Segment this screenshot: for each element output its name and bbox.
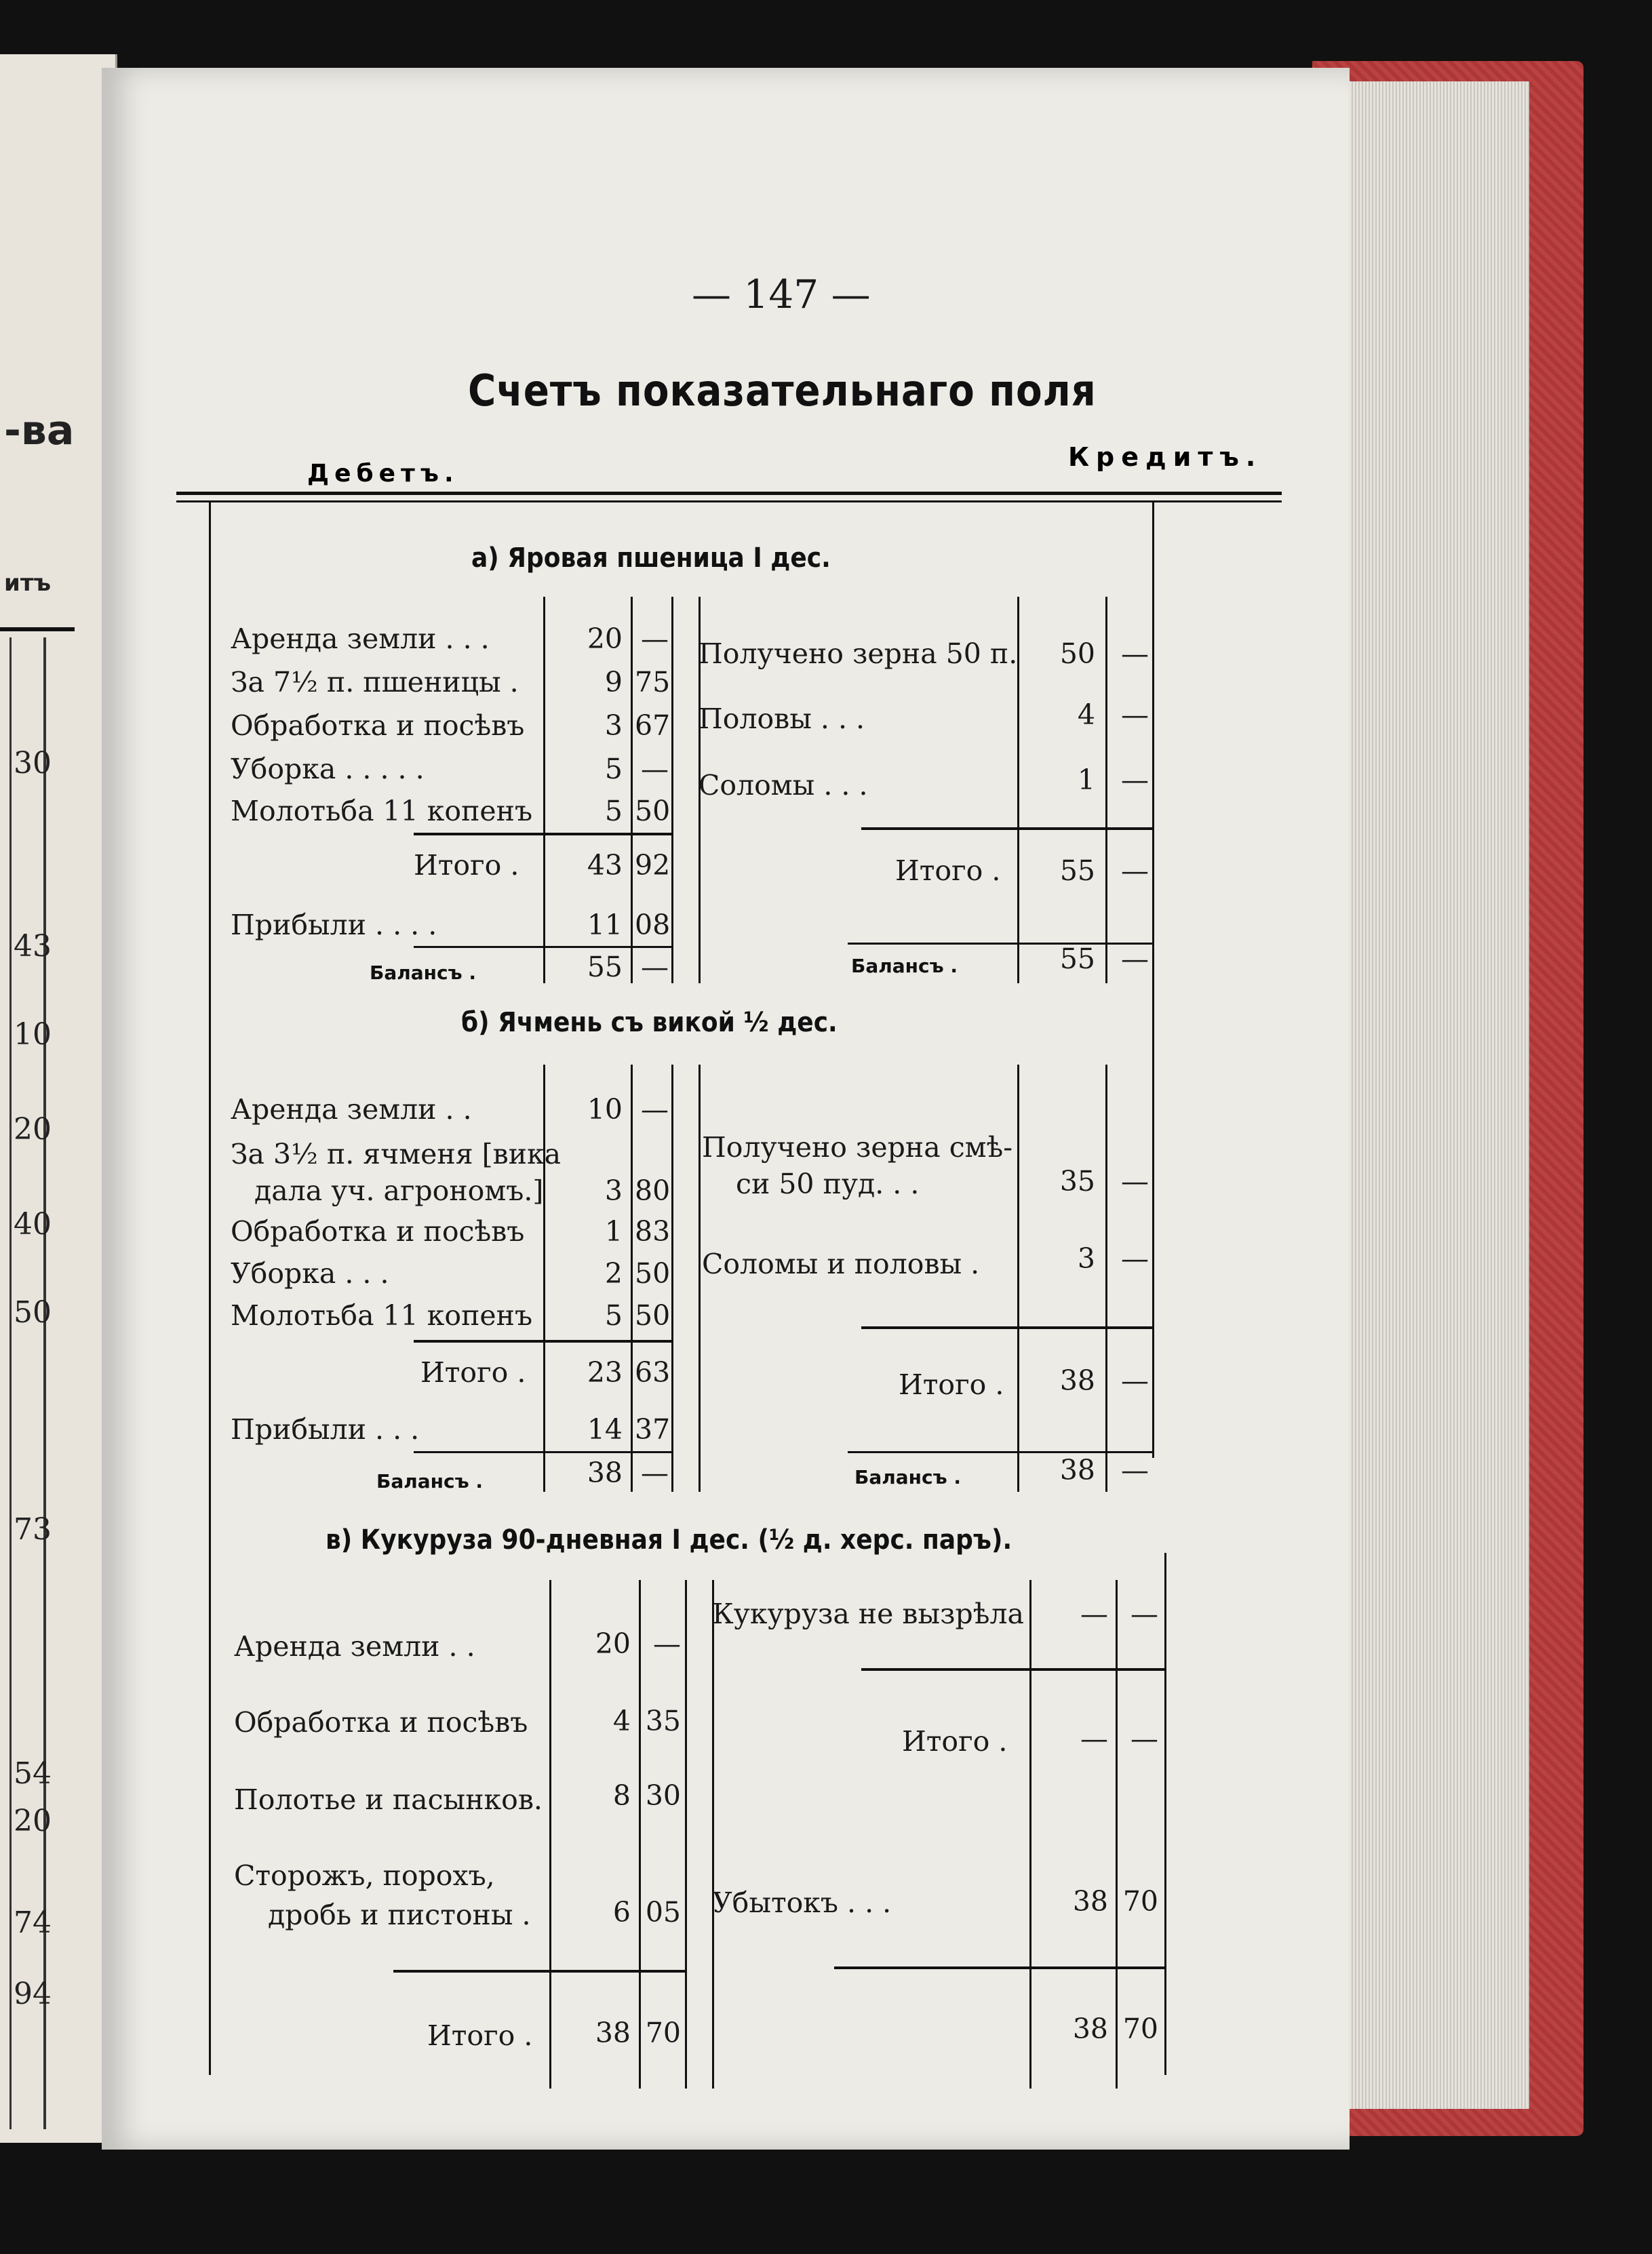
facing-fragment: 40 xyxy=(14,1207,52,1242)
credit-header: Кредитъ. xyxy=(1068,442,1263,472)
amount-kop: — xyxy=(1121,1454,1149,1486)
facing-fragment: 50 xyxy=(14,1295,52,1330)
credit-label: Получено зерна смѣ- xyxy=(702,1131,1013,1164)
page xyxy=(102,68,1350,2150)
amount-kop: 70 xyxy=(1122,1885,1158,1918)
debit-label: Обработка и посѣвъ xyxy=(231,1215,525,1248)
frame-right-line xyxy=(1164,1553,1166,2075)
section-heading: в) Кукуруза 90-дневная I дес. (½ д. херс. паръ). xyxy=(326,1524,1012,1556)
amount-rub: 5 xyxy=(604,753,623,785)
subtotal-rule xyxy=(414,946,671,948)
debit-label: Молотьба 11 копенъ xyxy=(231,1299,533,1332)
section-heading: а) Яровая пшеница I дес. xyxy=(471,542,831,574)
amount-rub: 4 xyxy=(612,1705,631,1737)
subtotal-rule xyxy=(393,1970,685,1973)
amount-kop: — xyxy=(1121,1165,1149,1198)
header-rule xyxy=(176,492,1282,495)
column-line xyxy=(712,1580,714,2089)
amount-rub: 1 xyxy=(1077,764,1095,796)
credit-label: Кукуруза не вызрѣла xyxy=(712,1598,1024,1630)
page-edges xyxy=(1346,81,1529,2109)
frame-left-line xyxy=(209,502,211,2075)
subtotal-rule xyxy=(414,1340,671,1343)
amount-kop: 70 xyxy=(645,2017,681,2049)
amount-kop: 37 xyxy=(635,1413,671,1446)
amount-kop: — xyxy=(1121,637,1149,670)
amount-kop: 67 xyxy=(635,709,671,742)
profit-label: Прибыли . . . . xyxy=(231,909,437,941)
debit-header: Дебетъ. xyxy=(307,460,459,488)
column-line xyxy=(639,1580,641,2089)
amount-kop: 30 xyxy=(645,1779,681,1812)
amount-kop: — xyxy=(1121,1242,1149,1275)
facing-page xyxy=(0,54,117,2143)
amount-kop: 35 xyxy=(645,1705,681,1737)
amount-kop: 05 xyxy=(645,1896,681,1929)
debit-label: Обработка и посѣвъ xyxy=(231,709,525,742)
amount-rub: 4 xyxy=(1077,698,1095,731)
facing-fragment: итъ xyxy=(4,570,52,597)
column-line xyxy=(1116,1580,1118,2089)
column-line xyxy=(549,1580,551,2089)
subtotal-rule xyxy=(848,943,1153,945)
debit-label: дробь и пистоны . xyxy=(268,1899,531,1931)
amount-kop: — xyxy=(1121,854,1149,887)
amount-kop: 50 xyxy=(635,1299,671,1332)
debit-label: Уборка . . . xyxy=(231,1257,389,1290)
amount-rub: 50 xyxy=(1059,637,1095,670)
facing-fragment: 10 xyxy=(14,1017,52,1052)
column-line xyxy=(685,1580,687,2089)
debit-label: дала уч. агрономъ.] xyxy=(254,1174,544,1207)
amount-kop: — xyxy=(641,1457,669,1489)
amount-rub: 38 xyxy=(587,1457,623,1489)
column-line xyxy=(631,597,633,983)
debit-label: За 3½ п. ячменя [вика xyxy=(231,1138,562,1170)
credit-total-label: Итого . xyxy=(902,1725,1008,1758)
amount-rub: 20 xyxy=(595,1627,631,1660)
debit-label: Полотье и пасынков. xyxy=(234,1783,543,1816)
debit-label: Аренда земли . . xyxy=(234,1630,475,1663)
subtotal-rule xyxy=(861,1668,1166,1671)
amount-rub: 55 xyxy=(1059,943,1095,975)
amount-rub: 38 xyxy=(1072,1885,1108,1918)
debit-total-label: Итого . xyxy=(420,1356,526,1389)
section-heading: б) Ячмень съ викой ½ дес. xyxy=(461,1007,838,1038)
credit-label: Получено зерна 50 п. xyxy=(699,637,1018,670)
subtotal-rule xyxy=(414,833,671,835)
column-line xyxy=(671,1065,673,1492)
amount-rub: 2 xyxy=(604,1257,623,1290)
amount-rub: 55 xyxy=(1059,854,1095,887)
amount-kop: — xyxy=(1121,943,1149,975)
loss-label: Убытокъ . . . xyxy=(712,1886,892,1919)
debit-label: Аренда земли . . xyxy=(231,1093,472,1126)
amount-rub: 14 xyxy=(587,1413,623,1446)
amount-kop: 50 xyxy=(635,1257,671,1290)
facing-fragment: 94 xyxy=(14,1977,52,2011)
amount-rub: 3 xyxy=(604,1174,623,1207)
amount-rub: — xyxy=(1080,1598,1108,1630)
amount-kop: — xyxy=(1130,1722,1158,1755)
credit-total-label: Итого . xyxy=(895,854,1001,887)
column-line xyxy=(1017,1065,1019,1492)
amount-kop: 75 xyxy=(635,666,671,698)
facing-fragment: 30 xyxy=(14,746,52,780)
amount-kop: — xyxy=(1121,1364,1149,1397)
amount-kop: 92 xyxy=(635,849,671,882)
debit-label: За 7½ п. пшеницы . xyxy=(231,666,519,698)
amount-rub: 3 xyxy=(604,709,623,742)
amount-rub: 1 xyxy=(604,1215,623,1248)
amount-rub: 5 xyxy=(604,1299,623,1332)
facing-fragment: 43 xyxy=(14,929,52,964)
debit-label: Аренда земли . . . xyxy=(231,622,490,655)
facing-fragment: -ва xyxy=(4,407,75,454)
profit-label: Прибыли . . . xyxy=(231,1413,420,1446)
amount-rub: 9 xyxy=(604,666,623,698)
credit-label: Соломы и половы . xyxy=(702,1248,980,1280)
page-title: Счетъ показательнаго поля xyxy=(468,366,1097,416)
column-line xyxy=(1029,1580,1031,2089)
column-line xyxy=(1105,597,1107,983)
amount-rub: 38 xyxy=(1059,1364,1095,1397)
debit-balance-label: Балансъ . xyxy=(376,1470,484,1492)
amount-rub: 38 xyxy=(1059,1454,1095,1486)
credit-balance-label: Балансъ . xyxy=(851,955,958,977)
amount-kop: — xyxy=(1130,1598,1158,1630)
amount-kop: — xyxy=(641,1093,669,1126)
subtotal-rule xyxy=(861,827,1153,830)
amount-kop: — xyxy=(1121,698,1149,731)
subtotal-rule xyxy=(861,1326,1153,1329)
column-line xyxy=(1017,597,1019,983)
amount-rub: — xyxy=(1080,1722,1108,1755)
column-line xyxy=(543,1065,545,1492)
column-line xyxy=(671,597,673,983)
header-rule xyxy=(176,500,1282,502)
amount-rub: 5 xyxy=(604,795,623,827)
facing-fragment: 74 xyxy=(14,1905,52,1940)
amount-rub: 35 xyxy=(1059,1165,1095,1198)
amount-kop: 80 xyxy=(635,1174,671,1207)
amount-kop: — xyxy=(641,753,669,785)
column-line xyxy=(631,1065,633,1492)
amount-rub: 43 xyxy=(587,849,623,882)
column-line xyxy=(543,597,545,983)
amount-kop: — xyxy=(641,622,669,655)
credit-label: си 50 пуд. . . xyxy=(736,1168,920,1200)
amount-rub: 20 xyxy=(587,622,623,655)
column-line xyxy=(1105,1065,1107,1492)
amount-rub: 8 xyxy=(612,1779,631,1812)
debit-balance-label: Балансъ . xyxy=(370,962,477,984)
debit-label: Сторожъ, порохъ, xyxy=(234,1859,495,1892)
amount-kop: — xyxy=(653,1627,681,1660)
credit-total-label: Итого . xyxy=(899,1368,1004,1401)
page-number: — 147 — xyxy=(692,271,871,317)
amount-kop: — xyxy=(1121,764,1149,796)
subtotal-rule xyxy=(848,1451,1153,1453)
amount-rub: 10 xyxy=(587,1093,623,1126)
subtotal-rule xyxy=(414,1451,671,1453)
facing-fragment: 20 xyxy=(14,1112,52,1147)
amount-kop: 08 xyxy=(635,909,671,941)
amount-kop: — xyxy=(641,951,669,983)
debit-label: Уборка . . . . . xyxy=(231,753,425,785)
amount-kop: 83 xyxy=(635,1215,671,1248)
debit-total-label: Итого . xyxy=(427,2019,533,2052)
frame-right-line xyxy=(1152,502,1154,1458)
credit-label: Соломы . . . xyxy=(699,769,868,802)
subtotal-rule xyxy=(834,1966,1166,1969)
debit-total-label: Итого . xyxy=(414,849,519,882)
credit-label: Половы . . . xyxy=(699,703,865,735)
amount-kop: 70 xyxy=(1122,2013,1158,2045)
debit-label: Обработка и посѣвъ xyxy=(234,1706,528,1739)
credit-balance-label: Балансъ . xyxy=(854,1466,962,1488)
amount-rub: 23 xyxy=(587,1356,623,1389)
amount-kop: 50 xyxy=(635,795,671,827)
amount-rub: 38 xyxy=(1072,2013,1108,2045)
amount-rub: 55 xyxy=(587,951,623,983)
debit-label: Молотьба 11 копенъ xyxy=(231,795,533,827)
amount-kop: 63 xyxy=(635,1356,671,1389)
amount-rub: 11 xyxy=(587,909,623,941)
facing-fragment: 54 xyxy=(14,1756,52,1791)
amount-rub: 6 xyxy=(612,1896,631,1929)
facing-fragment: 73 xyxy=(14,1512,52,1547)
facing-fragment: 20 xyxy=(14,1804,52,1838)
column-line xyxy=(699,1065,701,1492)
amount-rub: 3 xyxy=(1077,1242,1095,1275)
amount-rub: 38 xyxy=(595,2017,631,2049)
